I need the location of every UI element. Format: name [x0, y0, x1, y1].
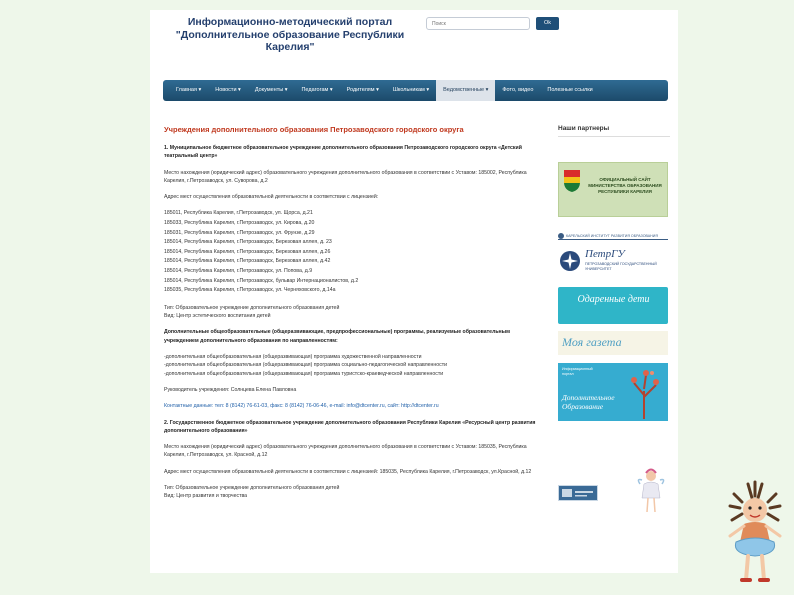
partner-banner-additional-education-text: Дополнительное Образование [562, 393, 615, 411]
partner-banner-petrsu-subtitle: ПЕТРОЗАВОДСКИЙ ГОСУДАРСТВЕННЫЙ УНИВЕРСИТЕТ [585, 262, 657, 271]
institution-1-location: Место нахождения (юридический адрес) образовательного учреждения дополнительного образования в соответствии с Уставом: 185002, Республика Карелия, г.Петрозаводск, ул. Суворова, д.2 [164, 169, 527, 184]
address-item: 185014, Республика Карелия, г.Петрозаводск, Березовая аллея, д.26 [164, 248, 331, 255]
institution-1-type: Тип: Образовательное учреждение дополнительного образования детей [164, 304, 340, 311]
doll-icon [722, 480, 788, 590]
institution-2-type: Тип: Образовательное учреждение дополнительного образования детей [164, 484, 340, 491]
programs-list [164, 353, 536, 378]
site-title-line-2: "Дополнительное образование Республики [175, 28, 405, 41]
institution-2-kind: Вид: Центр развития и творчества [164, 493, 248, 500]
nav-item-parents[interactable]: Родителям ▾ [346, 87, 379, 93]
institution-1-kind: Вид: Центр эстетического воспитания детей [164, 313, 271, 320]
partner-banner-my-newspaper[interactable] [558, 331, 668, 355]
address-item: 185014, Республика Карелия, г.Петрозаводск, ул. Попова, д.9 [164, 268, 313, 275]
address-item: 185014, Республика Карелия, г.Петрозаводск, Березовая аллея, д. 23 [164, 239, 332, 246]
institution-1-name: 1. Муниципальное бюджетное образовательное учреждение дополнительного образования Петрозаводского городского округа «Детский театральный центр» [164, 145, 522, 160]
nav-item-teachers[interactable]: Педагогам ▾ [301, 87, 333, 93]
nav-item-news[interactable]: Новости ▾ [215, 87, 241, 93]
partners-sidebar [558, 125, 670, 411]
nav-item-students[interactable]: Школьникам ▾ [392, 87, 430, 93]
partner-banner-petrsu-title: ПетрГУ [585, 248, 625, 260]
partner-banner-ministry-text: ОФИЦИАЛЬНЫЙ САЙТ МИНИСТЕРСТВА ОБРАЗОВАНИЯ РЕСПУБЛИКИ КАРЕЛИЯ [588, 177, 662, 194]
partner-banner-additional-education[interactable] [558, 363, 668, 421]
address-item: 185031, Республика Карелия, г.Петрозаводск, ул. Фрунзе, д.29 [164, 229, 315, 236]
search-input[interactable] [426, 17, 530, 30]
partner-banner-institute[interactable] [558, 232, 668, 240]
partner-fairy-image[interactable] [636, 468, 666, 514]
coat-of-arms-icon [563, 169, 581, 193]
program-item: -дополнительная общеобразовательная (общеразвивающая) программа туристско-краеведческой направленности [164, 370, 444, 377]
partners-title: Наши партнеры [558, 125, 670, 137]
site-title-line-3: Карелия" [265, 41, 315, 53]
petrsu-star-icon [559, 250, 581, 272]
address-item: 185014, Республика Карелия, г.Петрозаводск, бульвар Интернационалистов, д.2 [164, 277, 359, 284]
institution-1-contacts[interactable]: Контактные данные: тел: 8 (8142) 76-61-03, факс: 8 (8142) 76-06-46, e-mail: info@dtcenter.ru, сайт: http://dtcenter.ru [164, 403, 439, 410]
site-title-line-1: Информационно-методический портал [187, 16, 393, 28]
fairy-illustration-icon [636, 468, 666, 514]
partner-banner-small[interactable] [558, 485, 598, 501]
institution-1-director: Руководитель учреждения: Солнцева Елена Павловна [164, 386, 297, 393]
partner-small-logo-icon [559, 486, 597, 500]
address-item: 185014, Республика Карелия, г.Петрозаводск, Березовая аллея, д.42 [164, 258, 331, 265]
nav-item-useful-links[interactable]: Полезные ссылки [547, 87, 593, 93]
partner-banner-additional-education-label: Информационный портал [562, 367, 593, 376]
nav-item-photo-video[interactable]: Фото, видео [502, 87, 534, 93]
browser-page [150, 10, 678, 573]
institution-1-address-list [164, 209, 536, 295]
program-item: -дополнительная общеобразовательная (общеразвивающая) программа социально-педагогической направленности [164, 362, 447, 369]
search-button[interactable]: Ok [536, 17, 559, 30]
nav-item-documents[interactable]: Документы ▾ [254, 87, 288, 93]
institution-2-name: 2. Государственное бюджетное образовательное учреждение дополнительного образования Республики Карелия «Ресурсный центр развития дополнительного образования» [164, 419, 536, 434]
partner-banner-petrsu[interactable] [558, 247, 668, 275]
site-title[interactable] [170, 16, 410, 54]
partner-banner-institute-text: КАРЕЛЬСКИЙ ИНСТИТУТ РАЗВИТИЯ ОБРАЗОВАНИЯ [566, 233, 658, 238]
address-item: 185011, Республика Карелия, г.Петрозаводск, ул. Щорса, д.21 [164, 210, 313, 217]
partner-banner-gifted-kids[interactable] [558, 287, 668, 324]
institution-2-location: Место нахождения (юридический адрес) образовательного учреждения дополнительного образования в соответствии с Уставом: 185035, Республика Карелия, г.Петрозаводск, ул. Красной, д.12 [164, 444, 527, 459]
page-title: Учреждения дополнительного образования Петрозаводского городского округа [164, 125, 464, 134]
nav-item-departmental[interactable]: Ведомственные ▾ [436, 80, 495, 101]
partner-banner-gifted-kids-text: Одаренные дети [577, 294, 650, 305]
main-content [164, 125, 536, 501]
programs-heading: Дополнительные общеобразовательные (общеразвивающие, предпрофессиональные) программы, реализуемые образовательным учреждением дополнительного образования по направленностям: [164, 329, 510, 344]
institution-1-activity-label: Адрес мест осуществления образовательной деятельности в соответствии с лицензией: [164, 194, 379, 201]
institution-2-activity: Адрес мест осуществления образовательной деятельности в соответствии с лицензией: 185035, Республика Карелия, г.Петрозаводск, ул.Красной, д.12 [164, 468, 532, 475]
partner-banner-ministry[interactable] [558, 162, 668, 217]
institute-logo-icon [558, 233, 564, 239]
partner-banner-my-newspaper-text: Моя газета [562, 335, 622, 349]
nav-item-home[interactable]: Главная ▾ [176, 87, 202, 93]
program-item: -дополнительная общеобразовательная (общеразвивающая) программа художественной направленности [164, 354, 422, 361]
decorative-doll-illustration [722, 480, 788, 590]
address-item: 185033, Республика Карелия, г.Петрозаводск, ул. Кирова, д.20 [164, 220, 315, 227]
tree-illustration-icon [622, 365, 666, 419]
main-navbar [163, 80, 668, 101]
address-item: 185035, Республика Карелия, г.Петрозаводск, ул. Черняховского, д.14а [164, 287, 336, 294]
